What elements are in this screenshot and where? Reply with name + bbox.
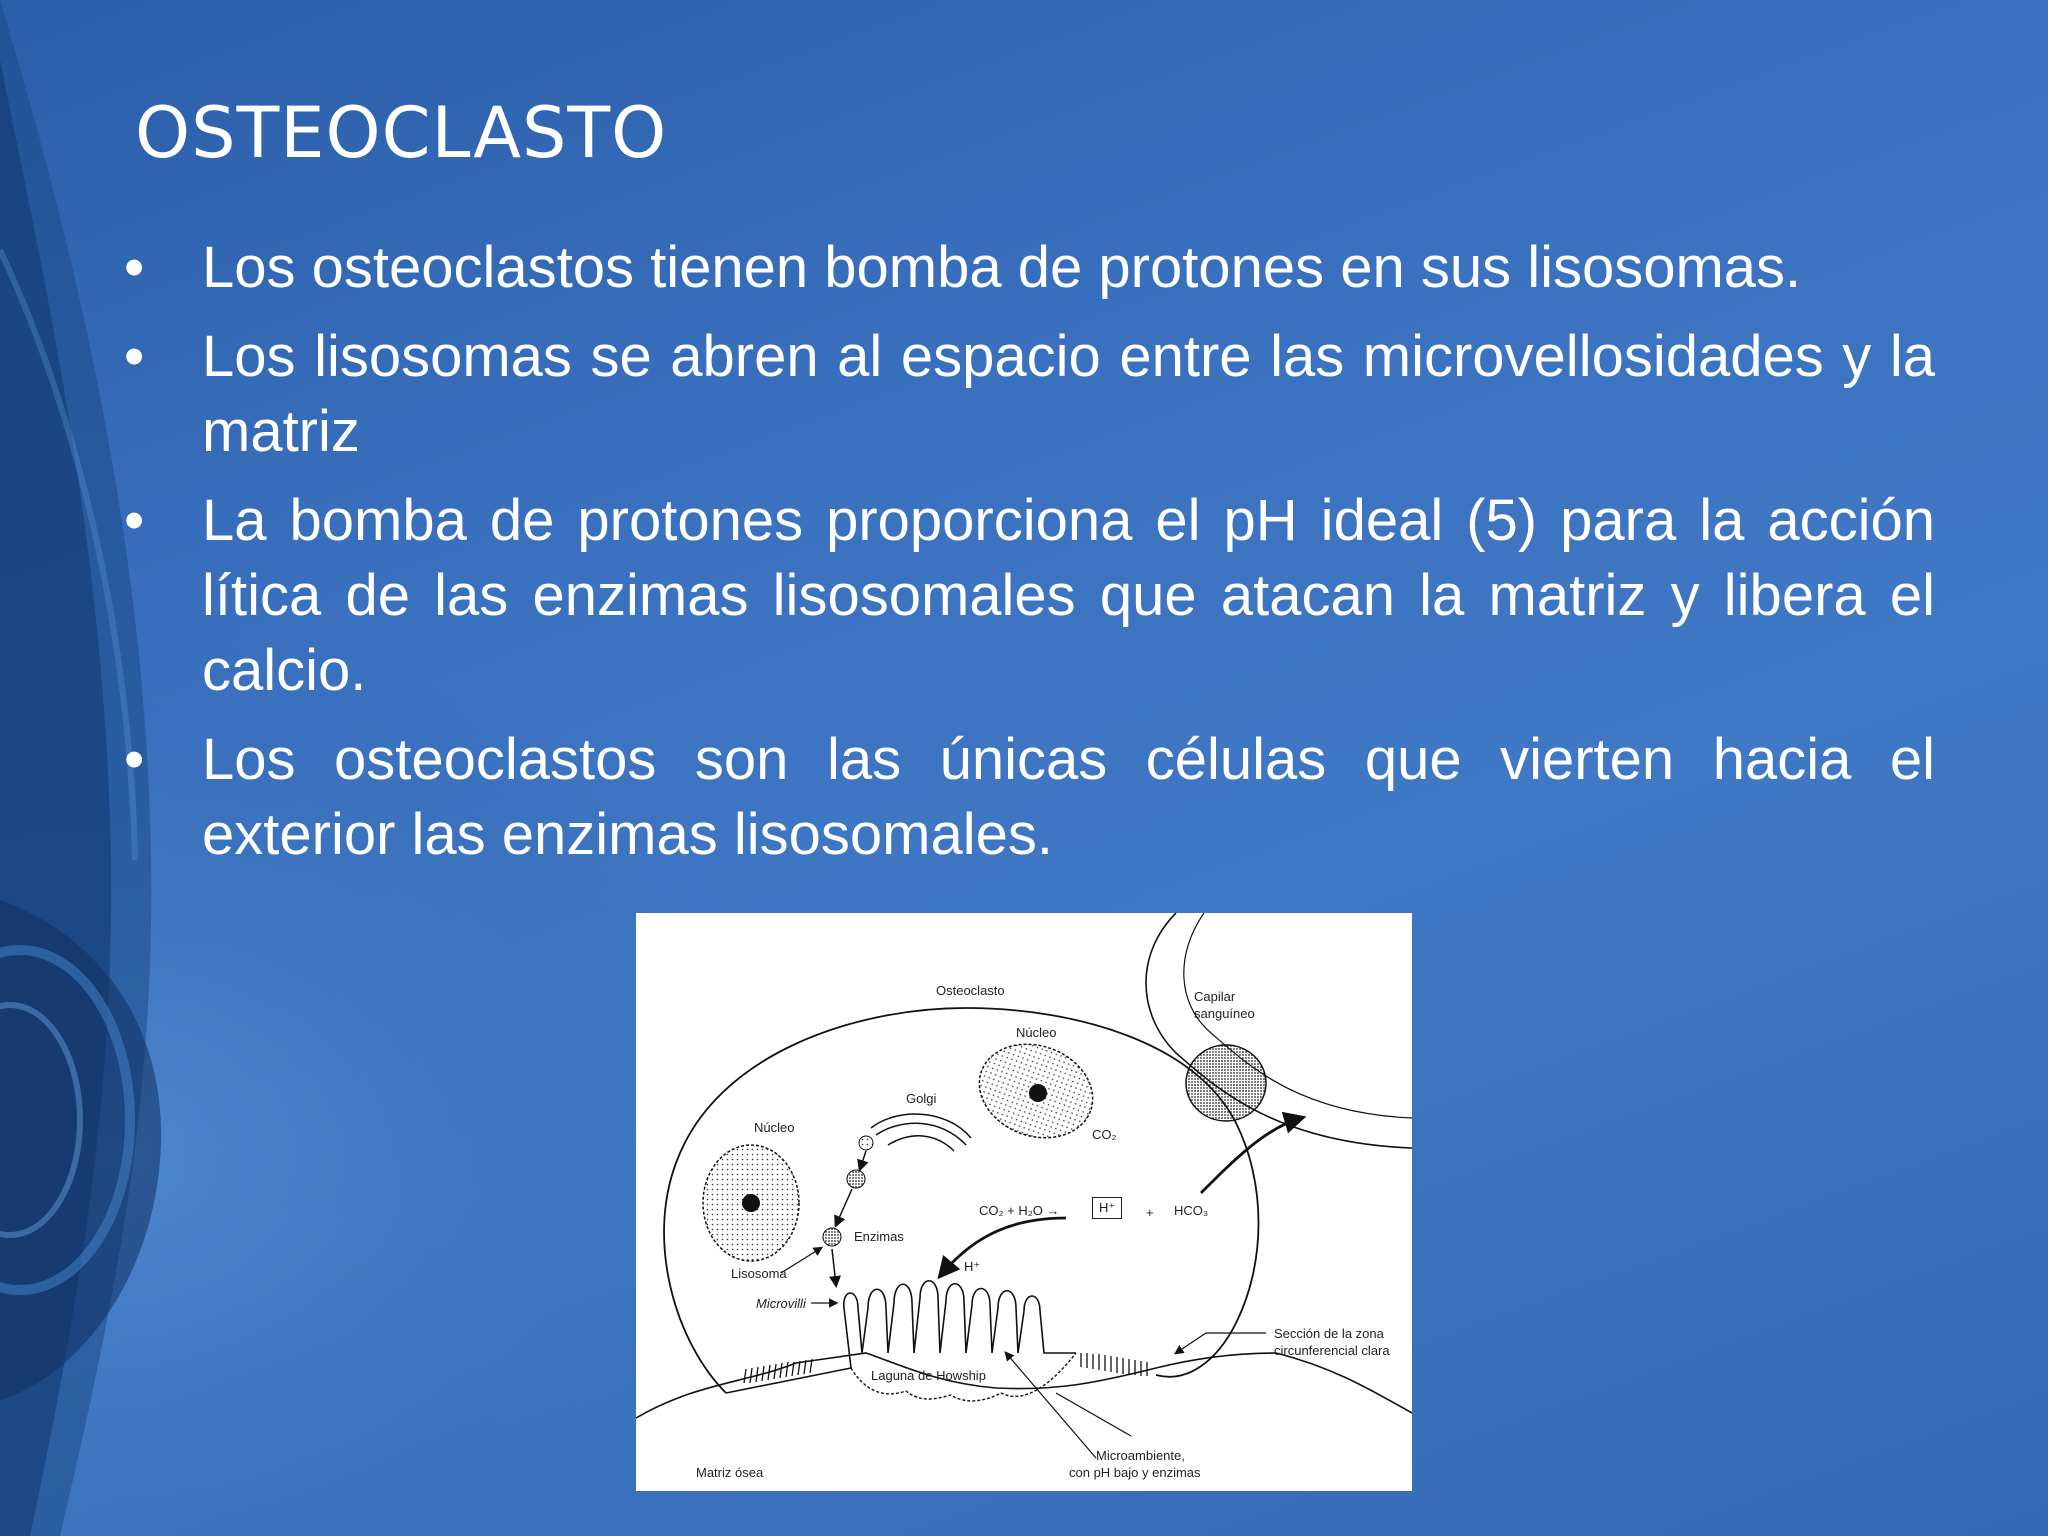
osteoclast-drawing [636,913,1412,1491]
bullet-text: Los osteoclastos tienen bomba de protones en sus lisosomas. [202,235,1802,300]
label-h-plus-box: H⁺ [1092,1197,1122,1219]
label-reaction: CO₂ + H₂O → [979,1203,1060,1218]
bullet-marker: • [124,488,145,553]
bullet-list [120,230,1935,886]
golgi-apparatus [871,1114,971,1151]
slide-title: OSTEOCLASTO [135,92,668,174]
label-golgi: Golgi [906,1091,937,1106]
label-nucleo-left: Núcleo [754,1120,795,1135]
bullet-text: Los osteoclastos son las únicas células que vierten hacia el exterior las enzimas lisosomales. [202,727,1935,867]
bullet-marker: • [124,235,145,300]
microvilli-border [844,1281,1076,1368]
bullet-item [120,483,1935,708]
bullet-marker: • [124,324,145,389]
label-enzimas: Enzimas [854,1229,904,1244]
label-h-plus: H⁺ [964,1259,981,1274]
bullet-item [120,722,1935,872]
label-sanguineo: sanguíneo [1194,1006,1255,1021]
label-laguna: Laguna de Howship [871,1368,986,1383]
bone-matrix-surface [636,1353,1412,1418]
label-lisosoma: Lisosoma [731,1266,787,1281]
label-microvilli: Microvilli [756,1296,806,1311]
label-capilar: Capilar [1194,989,1236,1004]
label-matriz: Matriz ósea [696,1465,764,1480]
bullet-marker: • [124,727,145,792]
label-osteoclasto: Osteoclasto [936,983,1005,998]
proton-arrow [941,1218,1066,1275]
label-microambiente-1: Microambiente, [1096,1448,1185,1463]
label-nucleo-top: Núcleo [1016,1025,1057,1040]
bullet-text: La bomba de protones proporciona el pH ideal (5) para la acción lítica de las enzimas lisosomales que atacan la matriz y libera el calcio. [202,488,1935,703]
red-blood-cell [1186,1045,1266,1121]
osteoclast-diagram [636,913,1412,1491]
label-seccion-2: circunferencial clara [1274,1343,1390,1358]
bullet-item [120,319,1935,469]
label-seccion-1: Sección de la zona [1274,1326,1384,1341]
capillary-wall-outer [1146,913,1412,1148]
bicarbonate-arrow [1201,1118,1301,1193]
bullet-text: Los lisosomas se abren al espacio entre las microvellosidades y la matriz [202,324,1935,464]
label-microambiente-2: con pH bajo y enzimas [1069,1465,1201,1480]
label-hco3: HCO₃ [1174,1203,1209,1218]
vesicle [847,1170,865,1188]
bullet-item [120,230,1935,305]
label-plus: + [1146,1205,1154,1220]
label-co2: CO₂ [1092,1127,1117,1142]
lysosome [823,1228,841,1246]
